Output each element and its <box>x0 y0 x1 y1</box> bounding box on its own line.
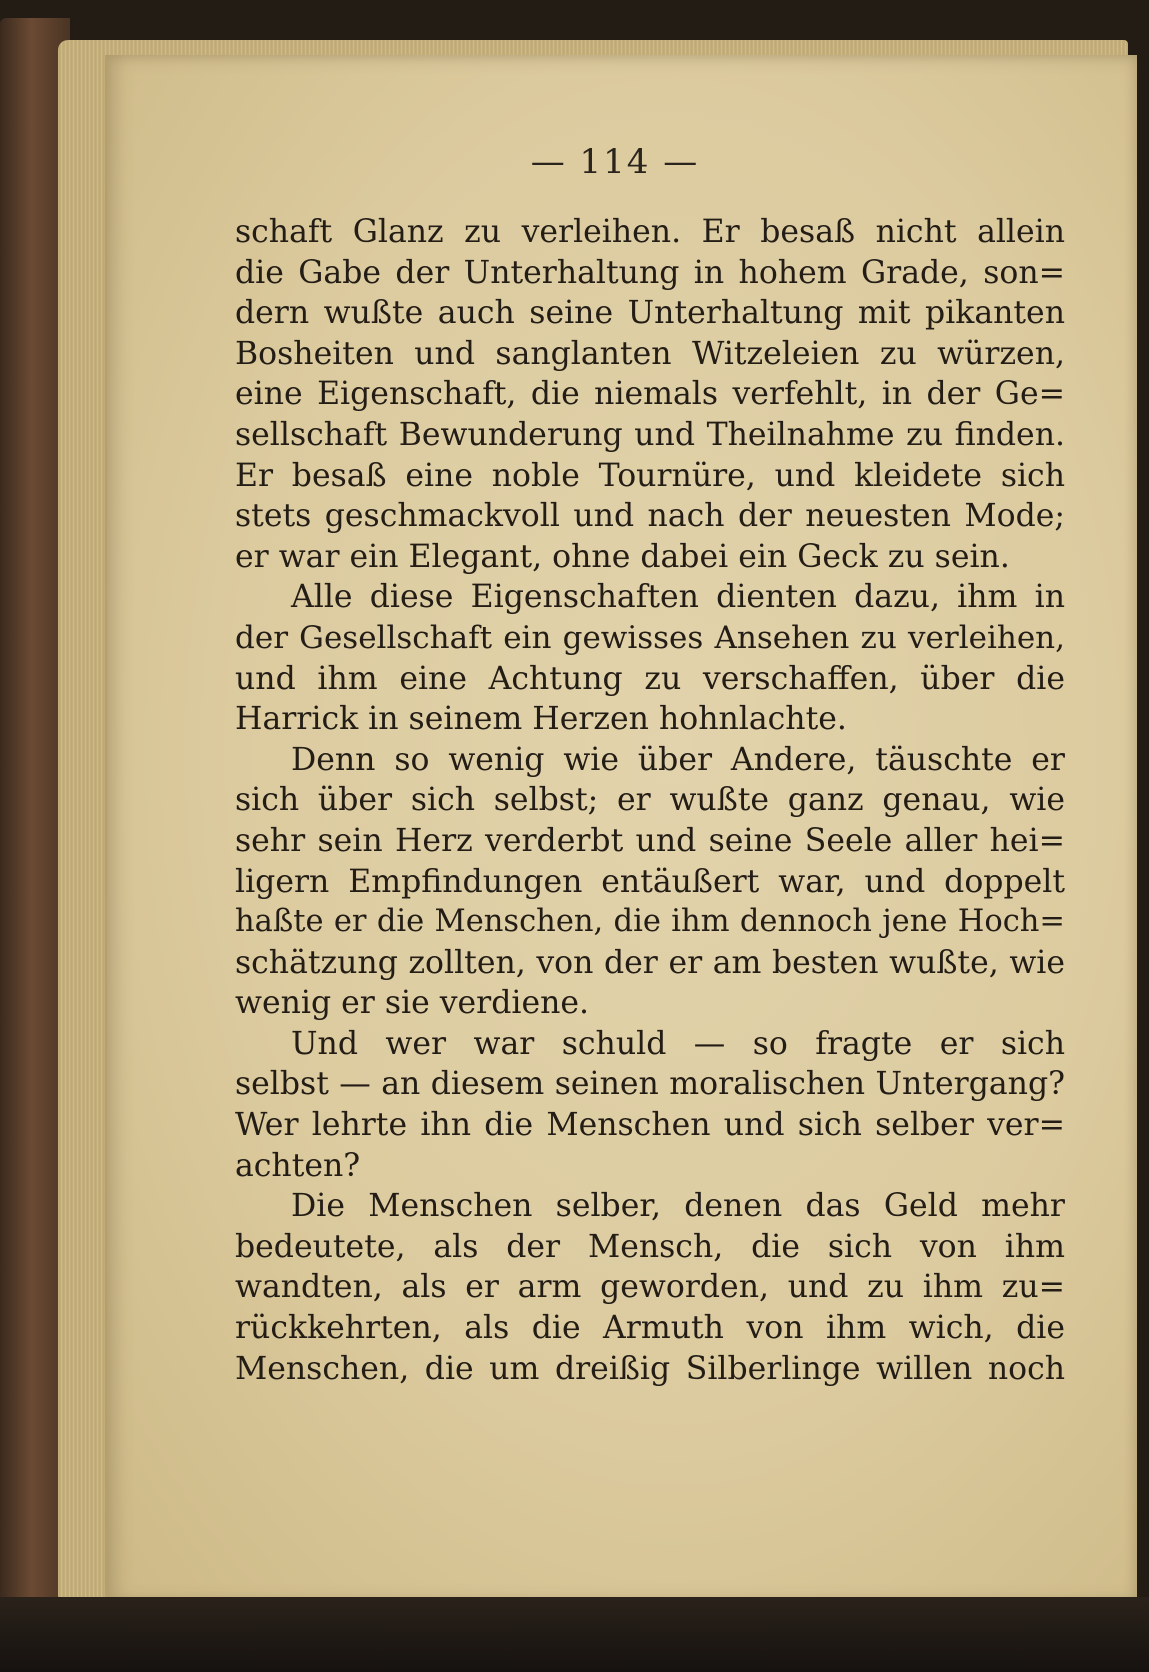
text-line: die Gabe der Unterhaltung in hohem Grade, son= <box>235 254 1065 291</box>
text-line: rückkehrten, als die Armuth von ihm wich, die <box>235 1310 1065 1347</box>
text-line: sich über sich selbst; er wußte ganz genau, wie <box>235 782 1065 819</box>
text-line: dern wußte auch seine Unterhaltung mit pikanten <box>235 295 1065 332</box>
text-line: Denn so wenig wie über Andere, täuschte er <box>291 741 1065 778</box>
text-line: er war ein Elegant, ohne dabei ein Geck zu sein. <box>235 538 1010 575</box>
text-line: sellschaft Bewunderung und Theilnahme zu finden. <box>235 416 1065 453</box>
page-number: — 114 — <box>530 142 700 182</box>
text-line: Er besaß eine noble Tournüre, und kleidete sich <box>235 457 1065 494</box>
text-line: wandten, als er arm geworden, und zu ihm zu= <box>235 1269 1065 1306</box>
text-line: ligern Empfindungen entäußert war, und doppelt <box>235 863 1065 900</box>
text-line: Und wer war schuld — so fragte er sich <box>291 1025 1065 1062</box>
text-line: eine Eigenschaft, die niemals verfehlt, in der Ge= <box>235 376 1065 413</box>
text-line: Die Menschen selber, denen das Geld mehr <box>291 1188 1065 1225</box>
text-line: und ihm eine Achtung zu verschaffen, über die <box>235 660 1065 697</box>
book-bottom-edge <box>0 1597 1149 1672</box>
text-line: stets geschmackvoll und nach der neuesten Mode; <box>235 498 1065 535</box>
text-line: haßte er die Menschen, die ihm dennoch jene Hoch= <box>235 904 1065 940</box>
text-line: schaft Glanz zu verleihen. Er besaß nicht allein <box>235 214 1065 250</box>
text-line: Wer lehrte ihn die Menschen und sich selber ver= <box>235 1107 1065 1144</box>
text-line: Alle diese Eigenschaften dienten dazu, ihm in <box>291 579 1065 616</box>
text-line: wenig er sie verdiene. <box>235 985 590 1022</box>
text-line: achten? <box>235 1147 361 1184</box>
text-line: Harrick in seinem Herzen hohnlachte. <box>235 701 847 738</box>
text-line: Menschen, die um dreißig Silberlinge willen noch <box>235 1350 1065 1387</box>
text-line: sehr sein Herz verderbt und seine Seele aller hei= <box>235 822 1065 859</box>
text-line: schätzung zollten, von der er am besten wußte, wie <box>235 944 1065 981</box>
text-line: bedeutete, als der Mensch, die sich von ihm <box>235 1228 1065 1265</box>
text-line: der Gesellschaft ein gewisses Ansehen zu verleihen, <box>235 619 1065 656</box>
body-text <box>235 212 1065 1389</box>
text-line: Bosheiten und sanglanten Witzeleien zu würzen, <box>235 335 1065 372</box>
text-line: selbst — an diesem seinen moralischen Untergang? <box>235 1066 1065 1103</box>
